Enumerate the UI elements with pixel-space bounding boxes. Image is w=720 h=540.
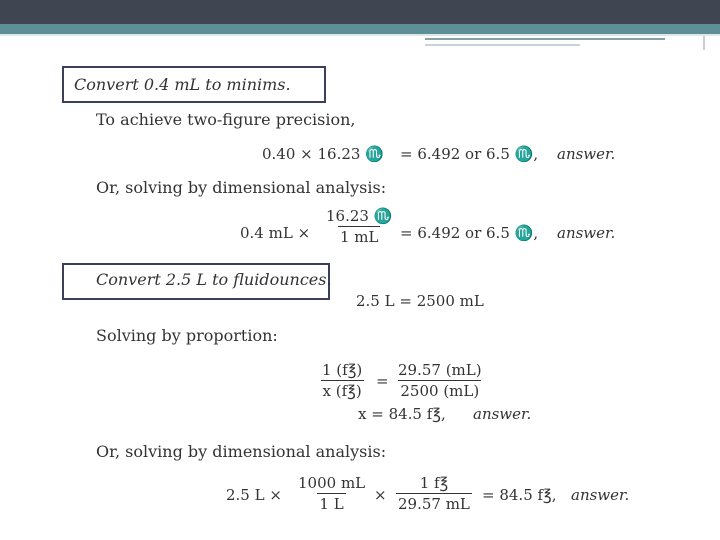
fraction-denominator: 1 mL: [339, 228, 379, 246]
fraction-numerator: 29.57 (mL): [398, 361, 482, 379]
problem1-title: Convert 0.4 mL to minims.: [74, 75, 291, 94]
dim-fraction-2: [396, 474, 472, 513]
header-bar: [0, 0, 720, 24]
problem2-or-line: Or, solving by dimensional analysis:: [96, 442, 387, 461]
fraction-denominator: 29.57 mL: [398, 495, 470, 513]
problem1-eq2-fraction: [324, 207, 394, 246]
proportion-right-fraction: [396, 361, 484, 400]
header-light-strip: [0, 34, 720, 36]
proportion-left-fraction: [320, 361, 364, 400]
fraction-numerator: 1 (f℥): [322, 361, 363, 379]
problem2-conversion: 2.5 L = 2500 mL: [356, 292, 484, 310]
fraction-denominator: x (f℥): [322, 382, 362, 400]
answer-label: answer.: [571, 486, 630, 504]
header-deco-line: [425, 38, 665, 40]
header-deco-vertical: [703, 36, 705, 50]
problem2-title: Convert 2.5 L to fluidounces.: [96, 270, 332, 289]
answer-label: answer.: [557, 224, 616, 242]
problem2-dim-right: = 84.5 f℥,: [482, 486, 557, 504]
answer-label: answer.: [473, 405, 532, 423]
problem1-intro: To achieve two-figure precision,: [96, 110, 356, 129]
times-sign: ×: [374, 486, 387, 504]
problem1-eq2-left: 0.4 mL ×: [240, 224, 311, 242]
equals-sign: =: [376, 372, 389, 390]
problem2-x-result: x = 84.5 f℥,: [358, 405, 446, 423]
problem1-eq1-left: 0.40 × 16.23 ♏: [262, 145, 384, 163]
answer-label: answer.: [557, 145, 616, 163]
fraction-numerator: 1000 mL: [298, 474, 366, 492]
dim-fraction-1: [296, 474, 367, 513]
fraction-numerator: 16.23 ♏: [326, 207, 393, 225]
problem1-eq1-right: = 6.492 or 6.5 ♏,: [400, 145, 539, 163]
fraction-denominator: 1 L: [319, 495, 344, 513]
problem1-or-line: Or, solving by dimensional analysis:: [96, 178, 387, 197]
problem2-proportion-label: Solving by proportion:: [96, 326, 278, 345]
fraction-numerator: 1 f℥: [419, 474, 449, 492]
header-deco-line: [425, 44, 580, 46]
header-accent-strip: [0, 24, 720, 34]
problem2-dim-left: 2.5 L ×: [226, 486, 282, 504]
fraction-denominator: 2500 (mL): [400, 382, 480, 400]
problem1-eq2-right: = 6.492 or 6.5 ♏,: [400, 224, 539, 242]
